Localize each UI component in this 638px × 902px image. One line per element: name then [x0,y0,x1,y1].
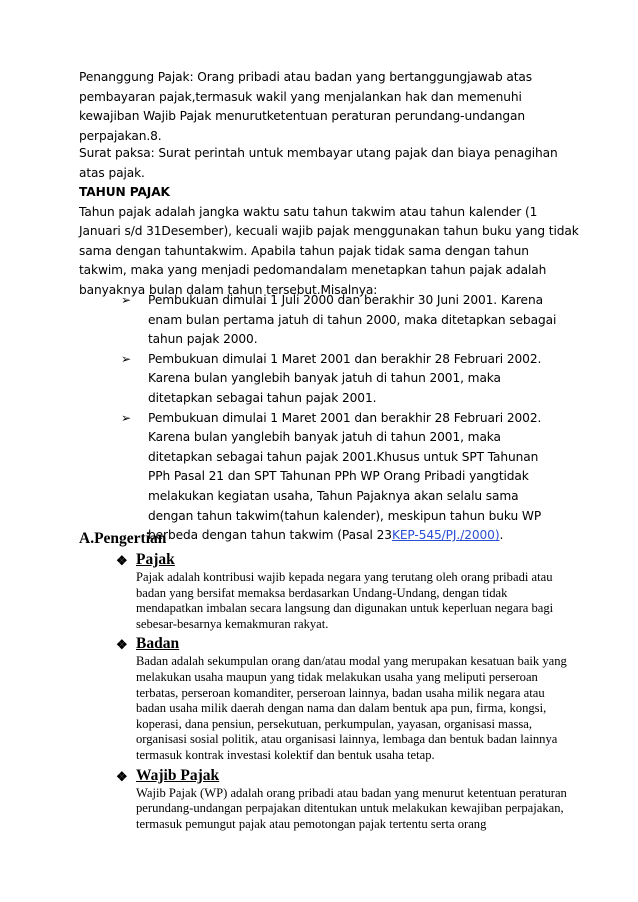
definition-title-text: Pajak [136,551,175,568]
paragraph-tahun-pajak: Tahun pajak adalah jangka waktu satu tahun takwim atau tahun kalender (1 Januari s/d 31Desember), kecuali wajib pajak menggunakan tahun buku yang tidak sama dengan tahuntakwim. Apabila tahun pajak tidak sama dengan tahun takwim, maka yang menjadi pedomandalam menetapkan tahun pajak adalah banyaknya bulan dalam tahun tersebut.Misalnya: [79,204,579,297]
list-item [121,409,558,546]
definition-list [114,550,574,834]
definition-title-text: Wajib Pajak [136,766,220,784]
section-heading-pengertian: A.Pengertian [79,530,167,547]
definition-body: Badan adalah sekumpulan orang dan/atau modal yang merupakan kesatuan baik yang melakukan usaha maupun yang tidak melakukan usaha yang meliputi perseroan terbatas, perseroan komanditer, perseroan lainnya, badan usaha milik negara atau badan usaha milik daerah dengan nama dan dalam bentuk apa pun, firma, kongsi, koperasi, dana pensiun, persekutuan, perkumpulan, yayasan, organisasi massa, organisasi sosial politik, atau organisasi lainnya, lembaga dan bentuk badan lainnya termasuk kontrak investasi kolektif dan bentuk usaha tetap. [136,654,567,762]
list-item-end: . [499,528,504,543]
list-item [121,350,558,409]
definition-title [114,766,574,786]
arrow-bullet-icon: ➢ [121,293,131,307]
list-item [121,291,558,350]
paragraph-surat-paksa: Surat paksa: Surat perintah untuk membayar utang pajak dan biaya penagihan atas pajak. [79,146,558,180]
example-list [121,291,558,546]
kep-reference-link[interactable]: KEP-545/PJ./2000) [391,528,500,543]
diamond-bullet-icon: ❖ [116,768,128,784]
definition-wajib-pajak [114,766,574,833]
definition-body: Pajak adalah kontribusi wajib kepada negara yang terutang oleh orang pribadi atau badan yang bersifat memaksa berdasarkan Undang-Undang, dengan tidak mendapatkan imbalan secara langsung dan digunakan untuk keperluan negara bagi sebesar-besarnya kemakmuran rakyat. [136,570,554,631]
diamond-bullet-icon: ❖ [116,553,128,568]
arrow-bullet-icon: ➢ [121,410,131,425]
definition-title-text: Badan [136,635,180,653]
paragraph-penanggung-pajak: Penanggung Pajak: Orang pribadi atau badan yang bertanggungjawab atas pembayaran pajak,termasuk wakil yang menjalankan hak dan memenuhi kewajiban Wajib Pajak menurutketentuan peraturan perundang-undangan perpajakan.8. [79,70,533,143]
list-item-text: Pembukuan dimulai 1 Maret 2001 dan berakhir 28 Februari 2002. Karena bulan yanglebih banyak jatuh di tahun 2001, maka ditetapkan sebagai tahun pajak 2001. [148,351,542,405]
definition-title [114,634,574,654]
tahun-pajak-section [79,183,579,301]
list-item-text: Pembukuan dimulai 1 Maret 2001 dan berakhir 28 Februari 2002. Karena bulan yanglebih banyak jatuh di tahun 2001, maka ditetapkan sebagai tahun pajak 2001.Khusus untuk SPT Tahunan PPh Pasal 21 dan SPT Tahunan PPh WP Orang Pribadi yangtidak melakukan kegiatan usaha, Tahun Pajaknya akan selalu sama dengan tahun takwim(tahun kalender), meskipun tahun buku WP berbeda dengan tahun takwim (Pasal 23 [148,410,542,543]
arrow-bullet-icon: ➢ [121,351,131,366]
diamond-bullet-icon: ❖ [116,637,128,653]
definition-pajak [114,550,574,632]
definition-badan [114,634,574,763]
definition-title [114,550,574,570]
list-item-text: Pembukuan dimulai 1 Juli 2000 dan berakhir 30 Juni 2001. Karena enam bulan pertama jatuh di tahun 2000, maka ditetapkan sebagai tahun pajak 2000. [148,293,557,347]
definition-body: Wajib Pajak (WP) adalah orang pribadi atau badan yang menurut ketentuan peraturan perundang-undangan perpajakan ditentukan untuk melakukan kewajiban perpajakan, termasuk pemungut pajak atau pemotongan pajak tertentu serta orang [136,785,567,831]
heading-tahun-pajak: TAHUN PAJAK [79,185,170,199]
